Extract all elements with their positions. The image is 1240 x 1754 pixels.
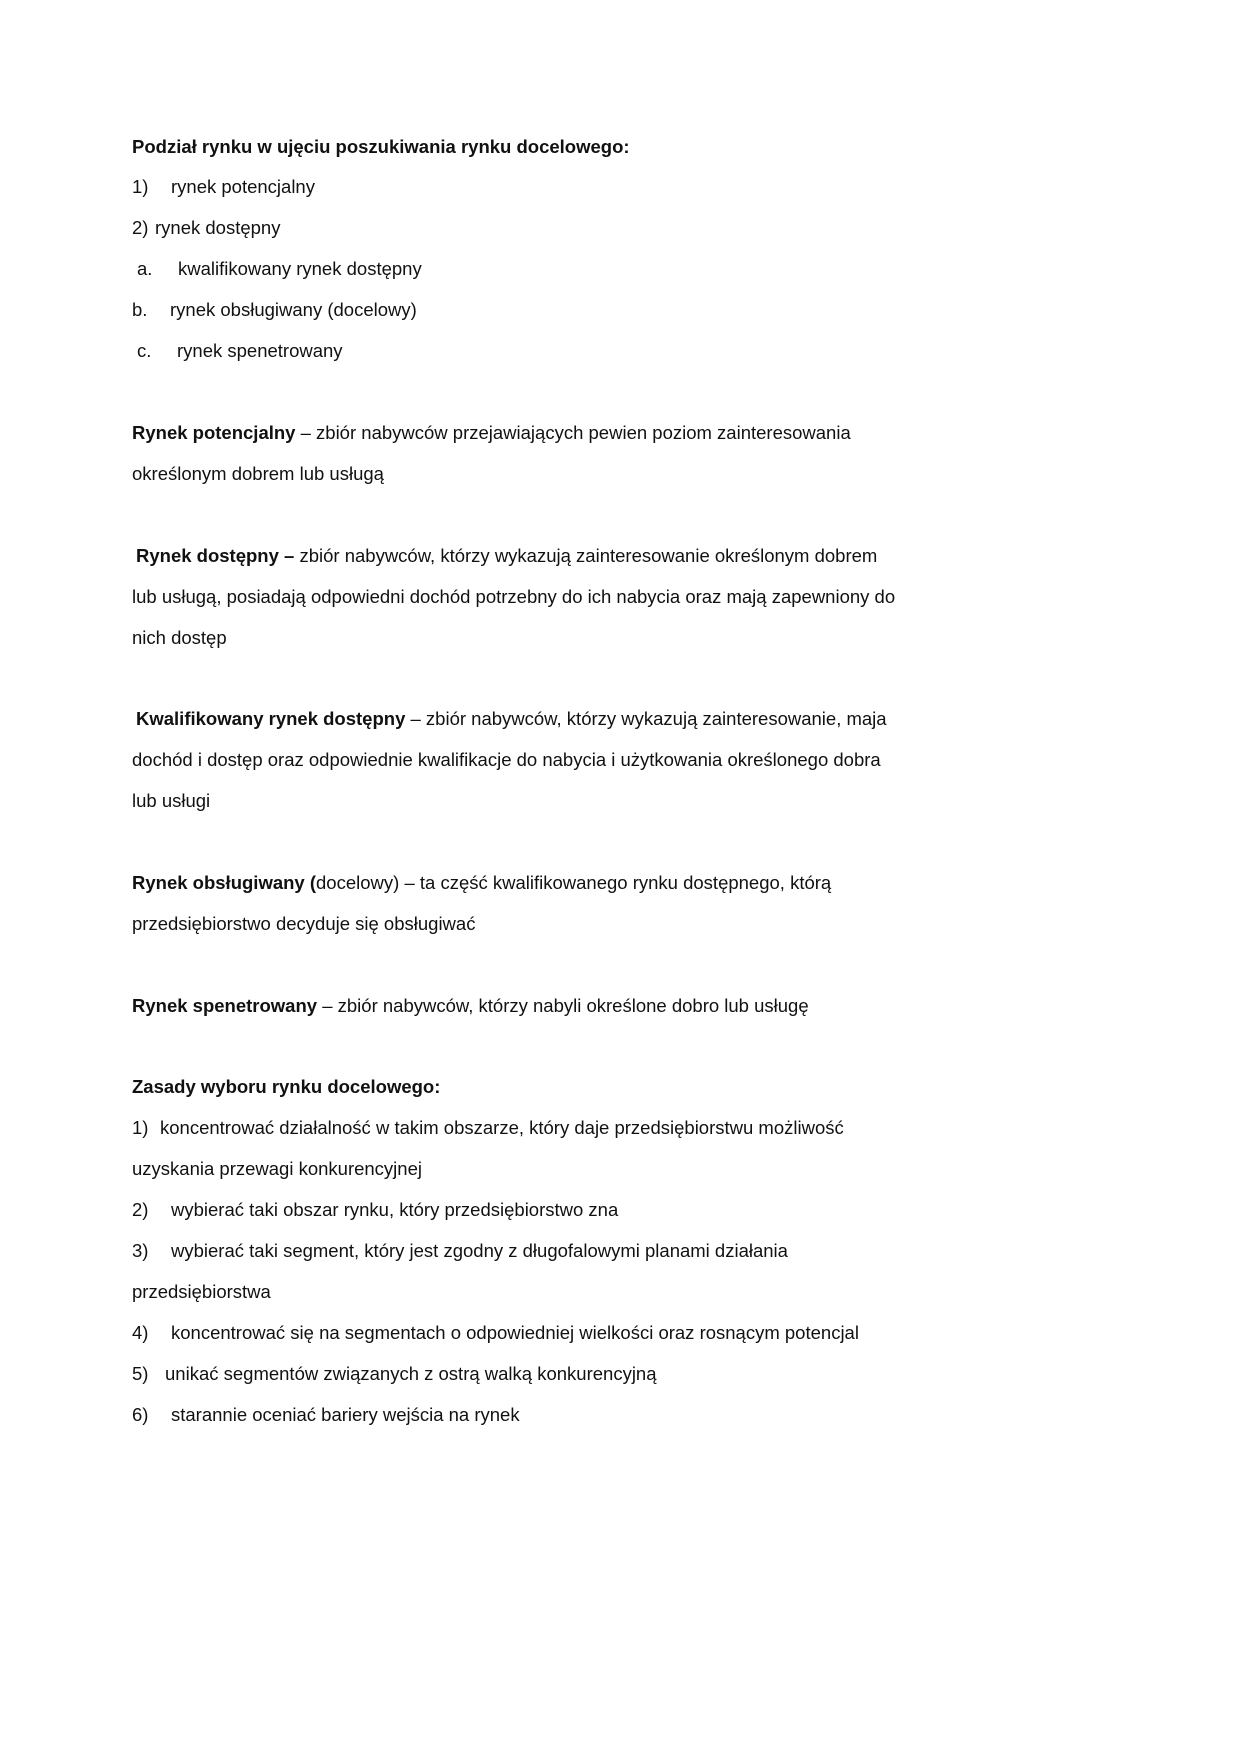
list-text: starannie oceniać bariery wejścia na rynek [171,1404,520,1425]
definition-text: – zbiór nabywców przejawiających pewien poziom zainteresowania [295,422,851,443]
list-text: rynek spenetrowany [177,340,343,361]
definition-line: przedsiębiorstwo decyduje się obsługiwać [132,913,476,934]
list-marker: 6) [132,1404,149,1425]
definition-line: lub usługą, posiadają odpowiedni dochód potrzebny do ich nabycia oraz mają zapewniony do [132,586,896,607]
definition-text: – zbiór nabywców, którzy nabyli określone dobro lub usługę [317,995,809,1016]
list-marker: 3) [132,1240,149,1261]
list-item [132,216,280,240]
list-item [132,1362,657,1386]
list-marker: 2) [132,217,149,238]
term: Kwalifikowany rynek dostępny [136,708,406,729]
list-marker: c. [137,340,152,361]
section-heading [132,135,630,159]
list-marker: 4) [132,1322,149,1343]
list-text: wybierać taki segment, który jest zgodny z długofalowymi planami działania [171,1240,788,1261]
list-item [132,1321,859,1345]
definition [132,994,809,1018]
list-text: koncentrować działalność w takim obszarze, który daje przedsiębiorstwu możliwość [160,1117,844,1138]
definition-text: zbiór nabywców, którzy wykazują zainteresowanie określonym dobrem [294,545,878,566]
list-item [137,257,422,281]
term: Rynek spenetrowany [132,995,318,1016]
definition-text: – zbiór nabywców, którzy wykazują zainteresowanie, maja [405,708,887,729]
list-marker: 1) [132,1117,149,1138]
definition-line: nich dostęp [132,627,227,648]
list-text: rynek potencjalny [171,176,315,197]
list-marker: 1) [132,176,149,197]
list-item-continuation: uzyskania przewagi konkurencyjnej [132,1158,422,1179]
list-text: unikać segmentów związanych z ostrą walką konkurencyjną [165,1363,657,1384]
definition [132,871,831,895]
list-text: rynek obsługiwany (docelowy) [170,299,417,320]
heading-text: Zasady wyboru rynku docelowego: [132,1076,441,1097]
list-text: rynek dostępny [155,217,281,238]
list-text: kwalifikowany rynek dostępny [178,258,422,279]
list-marker: 5) [132,1363,149,1384]
definition [136,544,877,568]
list-item [132,1116,844,1140]
term: Rynek potencjalny [132,422,296,443]
list-marker: a. [137,258,153,279]
list-item-continuation: przedsiębiorstwa [132,1281,271,1302]
list-text: wybierać taki obszar rynku, który przedsiębiorstwo zna [171,1199,619,1220]
list-item [132,1198,618,1222]
list-item [132,175,315,199]
term: Rynek obsługiwany ( [132,872,317,893]
list-item [132,298,417,322]
term: Rynek dostępny – [136,545,295,566]
list-marker: b. [132,299,148,320]
list-item [132,1239,788,1263]
list-item [132,1403,520,1427]
heading-text: Podział rynku w ujęciu poszukiwania rynku docelowego: [132,136,630,157]
definition [132,421,851,445]
definition [136,707,887,731]
definition-text: docelowy) – ta część kwalifikowanego rynku dostępnego, którą [316,872,832,893]
list-item [137,339,343,363]
list-marker: 2) [132,1199,149,1220]
section-heading [132,1075,440,1099]
definition-line: określonym dobrem lub usługą [132,463,384,484]
definition-line: lub usługi [132,790,211,811]
definition-line: dochód i dostęp oraz odpowiednie kwalifikacje do nabycia i użytkowania określonego dobra [132,749,881,770]
list-text: koncentrować się na segmentach o odpowiedniej wielkości oraz rosnącym potencjal [171,1322,859,1343]
